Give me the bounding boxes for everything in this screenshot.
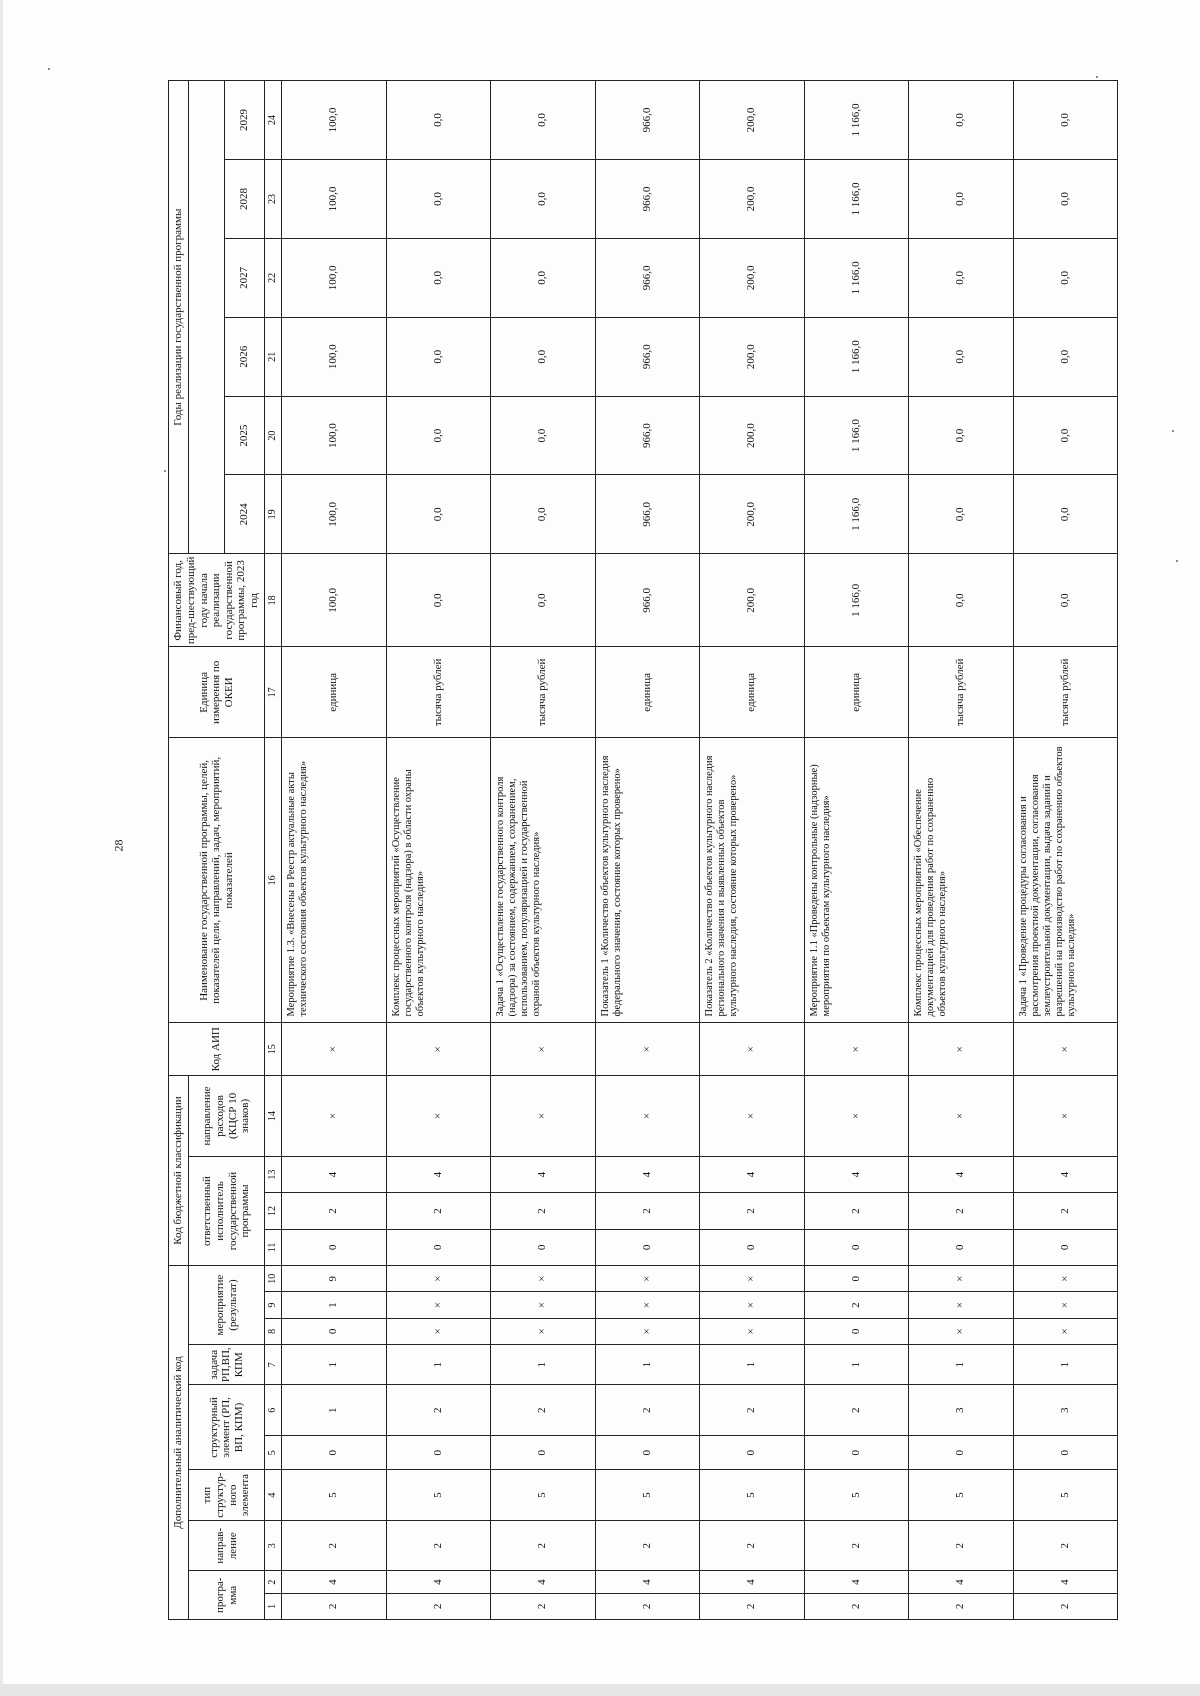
column-number: 18 <box>265 554 282 647</box>
year-value: 1 166,0 <box>804 396 909 475</box>
code-cell: × <box>909 1023 1014 1076</box>
table-row <box>700 81 805 1620</box>
column-number: 5 <box>265 1436 282 1470</box>
code-cell: × <box>700 1076 805 1157</box>
table-row <box>282 81 387 1620</box>
code-cell: 2 <box>282 1193 387 1229</box>
year-value: 100,0 <box>282 81 387 160</box>
column-number: 4 <box>265 1470 282 1521</box>
code-cell: 0 <box>804 1229 909 1265</box>
table-row <box>804 81 909 1620</box>
year-value: 0,0 <box>909 238 1014 317</box>
code-cell: 2 <box>909 1593 1014 1619</box>
unit-cell: единица <box>595 647 700 738</box>
year-value: 200,0 <box>700 238 805 317</box>
code-cell: × <box>595 1292 700 1318</box>
header-year: 2025 <box>225 396 265 475</box>
column-number: 14 <box>265 1076 282 1157</box>
year-value: 100,0 <box>282 317 387 396</box>
header-dop-code: Дополнительный аналитический код <box>169 1266 189 1620</box>
item-name: Задача 1 «Проведение процедуры согласования и рассмотрения проектной документации, согласования землеустроительной документации, выдача заданий и разрешений на производство работ по сохранению объектов культурного наследия» <box>1013 738 1118 1023</box>
base-year-value: 0,0 <box>1013 554 1118 647</box>
item-name: Показатель 1 «Количество объектов культурного наследия федерального значения, состояние которых проверено» <box>595 738 700 1023</box>
year-value: 200,0 <box>700 317 805 396</box>
year-value: 0,0 <box>909 160 1014 239</box>
year-value: 100,0 <box>282 238 387 317</box>
code-cell: 0 <box>700 1229 805 1265</box>
code-cell: × <box>491 1318 596 1344</box>
code-cell: 4 <box>804 1156 909 1192</box>
code-cell: × <box>804 1023 909 1076</box>
year-value: 0,0 <box>909 475 1014 554</box>
code-cell: 5 <box>804 1470 909 1521</box>
header-programma: програ-мма <box>189 1571 265 1620</box>
unit-cell: тысяча рублей <box>386 647 491 738</box>
year-value: 0,0 <box>909 396 1014 475</box>
code-cell: 4 <box>491 1156 596 1192</box>
table-row <box>491 81 596 1620</box>
code-cell: 9 <box>282 1266 387 1292</box>
code-cell: 5 <box>909 1470 1014 1521</box>
header-budget-code: Код бюджетной классификации <box>169 1076 189 1266</box>
code-cell: 4 <box>282 1571 387 1593</box>
column-number: 22 <box>265 238 282 317</box>
column-number: 2 <box>265 1571 282 1593</box>
code-cell: 1 <box>595 1345 700 1385</box>
header-years-group: Годы реализации государственной программы <box>169 81 189 554</box>
code-cell: 5 <box>595 1470 700 1521</box>
header-kod-aip: Код АИП <box>169 1023 265 1076</box>
column-number: 9 <box>265 1292 282 1318</box>
column-number: 6 <box>265 1385 282 1436</box>
code-cell: 4 <box>909 1156 1014 1192</box>
year-value: 0,0 <box>491 396 596 475</box>
code-cell: 1 <box>1013 1345 1118 1385</box>
unit-cell: единица <box>804 647 909 738</box>
code-cell: 0 <box>595 1436 700 1470</box>
header-kcsr: направление расходов (КЦСР 10 знаков) <box>189 1076 265 1157</box>
code-cell: 2 <box>700 1385 805 1436</box>
code-cell: × <box>386 1076 491 1157</box>
code-cell: 2 <box>804 1385 909 1436</box>
item-name: Мероприятие 1.3. «Внесены в Реестр актуальные акты технического состояния объектов культурного наследия» <box>282 738 387 1023</box>
base-year-value: 200,0 <box>700 554 805 647</box>
year-value: 1 166,0 <box>804 81 909 160</box>
column-number: 21 <box>265 317 282 396</box>
code-cell: × <box>1013 1292 1118 1318</box>
item-name: Комплекс процессных мероприятий «Осуществление государственного контроля (надзора) в области охраны объектов культурного наследия» <box>386 738 491 1023</box>
code-cell: 2 <box>595 1593 700 1619</box>
code-cell: 1 <box>282 1345 387 1385</box>
column-number: 15 <box>265 1023 282 1076</box>
year-value: 1 166,0 <box>804 475 909 554</box>
header-year: 2028 <box>225 160 265 239</box>
code-cell: × <box>491 1266 596 1292</box>
year-value: 1 166,0 <box>804 160 909 239</box>
code-cell: × <box>595 1318 700 1344</box>
code-cell: 2 <box>909 1520 1014 1571</box>
table-row <box>909 81 1014 1620</box>
year-value: 200,0 <box>700 475 805 554</box>
code-cell: 0 <box>804 1266 909 1292</box>
code-cell: 1 <box>700 1345 805 1385</box>
year-value: 0,0 <box>386 396 491 475</box>
code-cell: 4 <box>386 1571 491 1593</box>
table-row <box>1013 81 1118 1620</box>
column-number: 24 <box>265 81 282 160</box>
code-cell: 1 <box>282 1385 387 1436</box>
item-name: Показатель 2 «Количество объектов культурного наследия регионального значения и выявленных объектов культурного наследия, состояние которых проверено» <box>700 738 805 1023</box>
column-number: 1 <box>265 1593 282 1619</box>
code-cell: 1 <box>491 1345 596 1385</box>
year-value: 966,0 <box>595 475 700 554</box>
code-cell: 2 <box>386 1593 491 1619</box>
code-cell: 2 <box>804 1193 909 1229</box>
year-value: 0,0 <box>1013 317 1118 396</box>
base-year-value: 0,0 <box>386 554 491 647</box>
year-value: 966,0 <box>595 81 700 160</box>
year-value: 0,0 <box>386 238 491 317</box>
header-base-year: Финансовый год, пред-шествующий году начала реализации государственной программы, 2023 год <box>169 554 265 647</box>
code-cell: 0 <box>282 1436 387 1470</box>
code-cell: 1 <box>804 1345 909 1385</box>
code-cell: × <box>700 1292 805 1318</box>
code-cell: × <box>386 1266 491 1292</box>
scan-left-edge <box>0 0 3 1696</box>
code-cell: 4 <box>700 1156 805 1192</box>
code-cell: 5 <box>1013 1470 1118 1521</box>
column-number: 10 <box>265 1266 282 1292</box>
base-year-value: 0,0 <box>491 554 596 647</box>
unit-cell: единица <box>282 647 387 738</box>
code-cell: × <box>386 1318 491 1344</box>
code-cell: 5 <box>386 1470 491 1521</box>
code-cell: 2 <box>595 1385 700 1436</box>
scan-speck <box>1172 430 1174 432</box>
code-cell: 0 <box>386 1436 491 1470</box>
header-year: 2024 <box>225 475 265 554</box>
year-value: 0,0 <box>386 475 491 554</box>
year-value: 0,0 <box>909 317 1014 396</box>
code-cell: 5 <box>700 1470 805 1521</box>
base-year-value: 1 166,0 <box>804 554 909 647</box>
year-value: 200,0 <box>700 396 805 475</box>
column-number: 8 <box>265 1318 282 1344</box>
code-cell: 2 <box>804 1593 909 1619</box>
code-cell: 0 <box>909 1229 1014 1265</box>
header-napravlenie: направ-ление <box>189 1520 265 1571</box>
code-cell: 2 <box>491 1593 596 1619</box>
year-value: 0,0 <box>909 81 1014 160</box>
header-tip: тип структур-ного элемента <box>189 1470 265 1521</box>
year-value: 966,0 <box>595 396 700 475</box>
code-cell: 2 <box>282 1520 387 1571</box>
column-number: 19 <box>265 475 282 554</box>
column-number-row <box>265 81 282 1620</box>
year-value: 0,0 <box>491 81 596 160</box>
column-number: 7 <box>265 1345 282 1385</box>
code-cell: × <box>1013 1023 1118 1076</box>
code-cell: × <box>1013 1318 1118 1344</box>
column-number: 3 <box>265 1520 282 1571</box>
header-unit: Единица измерения по ОКЕИ <box>169 647 265 738</box>
year-value: 1 166,0 <box>804 317 909 396</box>
code-cell: 0 <box>491 1436 596 1470</box>
scan-speck <box>48 68 50 70</box>
code-cell: 2 <box>491 1193 596 1229</box>
code-cell: 4 <box>804 1571 909 1593</box>
code-cell: 2 <box>700 1193 805 1229</box>
code-cell: 2 <box>1013 1520 1118 1571</box>
code-cell: 2 <box>386 1520 491 1571</box>
code-cell: × <box>700 1266 805 1292</box>
code-cell: 2 <box>491 1385 596 1436</box>
code-cell: 2 <box>700 1593 805 1619</box>
code-cell: × <box>491 1076 596 1157</box>
header-name: Наименование государственной программы, целей, показателей цели, направлений, задач, мероприятий, показателей <box>169 738 265 1023</box>
code-cell: 2 <box>386 1193 491 1229</box>
code-cell: × <box>386 1023 491 1076</box>
header-year: 2027 <box>225 238 265 317</box>
column-number: 12 <box>265 1193 282 1229</box>
code-cell: × <box>595 1266 700 1292</box>
unit-cell: единица <box>700 647 805 738</box>
code-cell: 0 <box>700 1436 805 1470</box>
table-body <box>282 81 1118 1620</box>
code-cell: 0 <box>1013 1436 1118 1470</box>
scan-speck <box>1176 560 1178 562</box>
unit-cell: тысяча рублей <box>491 647 596 738</box>
header-years-spacer <box>189 81 225 554</box>
year-value: 0,0 <box>491 475 596 554</box>
year-value: 0,0 <box>386 317 491 396</box>
page-number: 28 <box>111 839 126 852</box>
year-value: 0,0 <box>386 160 491 239</box>
code-cell: 0 <box>386 1229 491 1265</box>
code-cell: 4 <box>386 1156 491 1192</box>
code-cell: × <box>909 1292 1014 1318</box>
year-value: 0,0 <box>1013 396 1118 475</box>
code-cell: 0 <box>595 1229 700 1265</box>
code-cell: 1 <box>909 1345 1014 1385</box>
code-cell: 0 <box>1013 1229 1118 1265</box>
year-value: 100,0 <box>282 160 387 239</box>
code-cell: × <box>282 1076 387 1157</box>
table-row <box>386 81 491 1620</box>
code-cell: × <box>909 1266 1014 1292</box>
scan-speck <box>164 470 166 472</box>
code-cell: × <box>282 1023 387 1076</box>
item-name: Комплекс процессных мероприятий «Обеспечение документацией для проведения работ по сохранению объектов культурного наследия» <box>909 738 1014 1023</box>
unit-cell: тысяча рублей <box>909 647 1014 738</box>
year-value: 0,0 <box>491 160 596 239</box>
base-year-value: 100,0 <box>282 554 387 647</box>
code-cell: × <box>700 1023 805 1076</box>
code-cell: 5 <box>491 1470 596 1521</box>
item-name: Задача 1 «Осуществление государственного контроля (надзора) за состоянием, содержанием, сохранением, использованием, популяризацией и государственной охраной объектов культурного наследия» <box>491 738 596 1023</box>
code-cell: 2 <box>386 1385 491 1436</box>
code-cell: 2 <box>491 1520 596 1571</box>
unit-cell: тысяча рублей <box>1013 647 1118 738</box>
program-table <box>168 80 1118 1620</box>
column-number: 17 <box>265 647 282 738</box>
code-cell: 3 <box>1013 1385 1118 1436</box>
code-cell: 0 <box>282 1229 387 1265</box>
code-cell: 2 <box>595 1520 700 1571</box>
column-number: 11 <box>265 1229 282 1265</box>
base-year-value: 966,0 <box>595 554 700 647</box>
column-number: 23 <box>265 160 282 239</box>
year-value: 200,0 <box>700 160 805 239</box>
code-cell: 0 <box>804 1436 909 1470</box>
year-value: 966,0 <box>595 238 700 317</box>
code-cell: 0 <box>282 1318 387 1344</box>
year-value: 0,0 <box>386 81 491 160</box>
code-cell: × <box>804 1076 909 1157</box>
column-number: 16 <box>265 738 282 1023</box>
table-row <box>595 81 700 1620</box>
header-meropr: мероприятие (результат) <box>189 1266 265 1345</box>
code-cell: 5 <box>282 1470 387 1521</box>
code-cell: 2 <box>282 1593 387 1619</box>
program-table-rotated <box>168 80 1118 1620</box>
code-cell: 2 <box>595 1193 700 1229</box>
code-cell: 1 <box>386 1345 491 1385</box>
year-value: 0,0 <box>1013 475 1118 554</box>
code-cell: 4 <box>1013 1156 1118 1192</box>
code-cell: 2 <box>909 1193 1014 1229</box>
code-cell: 4 <box>595 1571 700 1593</box>
code-cell: × <box>491 1292 596 1318</box>
year-value: 0,0 <box>1013 81 1118 160</box>
year-value: 200,0 <box>700 81 805 160</box>
code-cell: 0 <box>909 1436 1014 1470</box>
code-cell: 4 <box>1013 1571 1118 1593</box>
code-cell: 0 <box>491 1229 596 1265</box>
header-struct: структурный элемент (РП, ВП, КПМ) <box>189 1385 265 1470</box>
code-cell: 4 <box>909 1571 1014 1593</box>
code-cell: 2 <box>1013 1193 1118 1229</box>
code-cell: 4 <box>491 1571 596 1593</box>
code-cell: × <box>1013 1266 1118 1292</box>
code-cell: × <box>909 1076 1014 1157</box>
code-cell: 2 <box>700 1520 805 1571</box>
scan-bottom-edge <box>0 1684 1200 1696</box>
code-cell: 0 <box>804 1318 909 1344</box>
base-year-value: 0,0 <box>909 554 1014 647</box>
code-cell: × <box>595 1076 700 1157</box>
code-cell: 2 <box>1013 1593 1118 1619</box>
code-cell: × <box>700 1318 805 1344</box>
item-name: Мероприятие 1.1 «Проведены контрольные (надзорные) мероприятия по объектам культурного наследия» <box>804 738 909 1023</box>
column-number: 20 <box>265 396 282 475</box>
code-cell: × <box>386 1292 491 1318</box>
year-value: 1 166,0 <box>804 238 909 317</box>
year-value: 0,0 <box>491 238 596 317</box>
header-otv: ответственный исполнитель государственной программы <box>189 1156 265 1265</box>
header-year: 2029 <box>225 81 265 160</box>
code-cell: 4 <box>282 1156 387 1192</box>
code-cell: × <box>909 1318 1014 1344</box>
year-value: 0,0 <box>1013 238 1118 317</box>
code-cell: 1 <box>282 1292 387 1318</box>
year-value: 0,0 <box>491 317 596 396</box>
header-year: 2026 <box>225 317 265 396</box>
code-cell: 4 <box>595 1156 700 1192</box>
code-cell: 2 <box>804 1292 909 1318</box>
code-cell: 4 <box>700 1571 805 1593</box>
code-cell: 2 <box>804 1520 909 1571</box>
scan-speck <box>1096 76 1098 78</box>
year-value: 966,0 <box>595 160 700 239</box>
year-value: 100,0 <box>282 396 387 475</box>
code-cell: × <box>595 1023 700 1076</box>
column-number: 13 <box>265 1156 282 1192</box>
code-cell: × <box>1013 1076 1118 1157</box>
code-cell: 3 <box>909 1385 1014 1436</box>
year-value: 100,0 <box>282 475 387 554</box>
code-cell: × <box>491 1023 596 1076</box>
year-value: 0,0 <box>1013 160 1118 239</box>
header-zadacha: задача РП,ВП, КПМ <box>189 1345 265 1385</box>
year-value: 966,0 <box>595 317 700 396</box>
